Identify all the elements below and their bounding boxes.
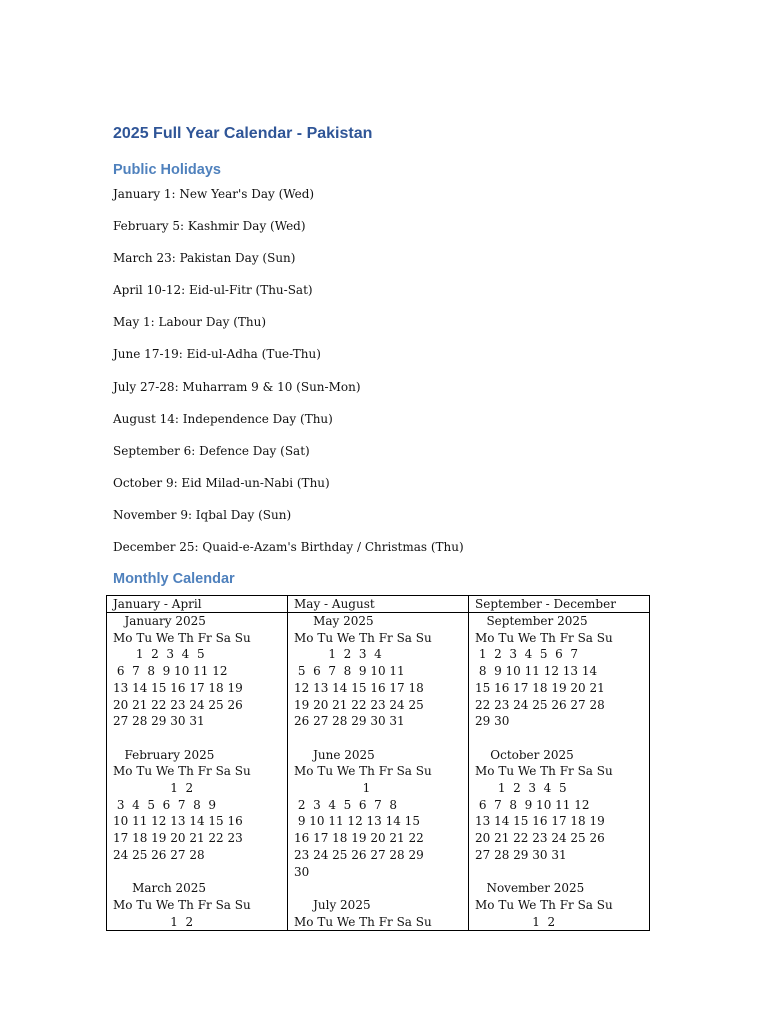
holiday-list (113, 184, 464, 569)
calendar-text-sep-dec: September 2025 Mo Tu We Th Fr Sa Su 1 2 3 4 5 6 7 8 9 10 11 12 13 14 15 16 17 18 19 20 21 22 23 24 25 26 27 28 29 30 October 2025 Mo Tu We Th Fr Sa Su 1 2 3 4 5 6 7 8 9 10 11 12 13 14 15 16 17 18 19 20 21 22 23 24 25 26 27 28 29 30 31 November 2025 Mo Tu We Th Fr Sa Su 1 2 (475, 614, 613, 929)
holiday-item: May 1: Labour Day (Thu) (113, 315, 267, 330)
holiday-item: April 10-12: Eid-ul-Fitr (Thu-Sat) (113, 283, 313, 298)
monthly-calendar-table (106, 595, 650, 931)
holiday-item: September 6: Defence Day (Sat) (113, 443, 310, 458)
table-header-row (107, 596, 650, 613)
calendar-cell-jan-apr (107, 613, 288, 931)
document-title: 2025 Full Year Calendar - Pakistan (113, 125, 373, 142)
holiday-item: July 27-28: Muharram 9 & 10 (Sun-Mon) (113, 379, 361, 394)
holiday-item: November 9: Iqbal Day (Sun) (113, 507, 292, 522)
column-header-sep-dec: September - December (469, 596, 650, 613)
calendar-cell-sep-dec (469, 613, 650, 931)
calendar-text-may-aug: May 2025 Mo Tu We Th Fr Sa Su 1 2 3 4 5 6 7 8 9 10 11 12 13 14 15 16 17 18 19 20 21 22 23 24 25 26 27 28 29 30 31 June 2025 Mo Tu We Th Fr Sa Su 1 2 3 4 5 6 7 8 9 10 11 12 13 14 15 16 17 18 19 20 21 22 23 24 25 26 27 28 29 30 July 2025 Mo Tu We Th Fr Sa Su (294, 614, 432, 929)
public-holidays-heading: Public Holidays (113, 162, 221, 178)
column-header-jan-apr: January - April (107, 596, 288, 613)
holiday-item: March 23: Pakistan Day (Sun) (113, 251, 296, 266)
holiday-item: August 14: Independence Day (Thu) (113, 411, 333, 426)
holiday-item: December 25: Quaid-e-Azam's Birthday / Christmas (Thu) (113, 540, 464, 555)
column-header-may-aug: May - August (288, 596, 469, 613)
calendar-text-jan-apr: January 2025 Mo Tu We Th Fr Sa Su 1 2 3 4 5 6 7 8 9 10 11 12 13 14 15 16 17 18 19 20 21 22 23 24 25 26 27 28 29 30 31 February 2025 Mo Tu We Th Fr Sa Su 1 2 3 4 5 6 7 8 9 10 11 12 13 14 15 16 17 18 19 20 21 22 23 24 25 26 27 28 March 2025 Mo Tu We Th Fr Sa Su 1 2 (113, 614, 251, 929)
holiday-item: June 17-19: Eid-ul-Adha (Tue-Thu) (113, 347, 321, 362)
table-row (107, 613, 650, 931)
monthly-calendar-heading: Monthly Calendar (113, 571, 235, 587)
holiday-item: February 5: Kashmir Day (Wed) (113, 219, 306, 234)
holiday-item: October 9: Eid Milad-un-Nabi (Thu) (113, 475, 330, 490)
holiday-item: January 1: New Year's Day (Wed) (113, 187, 315, 201)
calendar-cell-may-aug (288, 613, 469, 931)
